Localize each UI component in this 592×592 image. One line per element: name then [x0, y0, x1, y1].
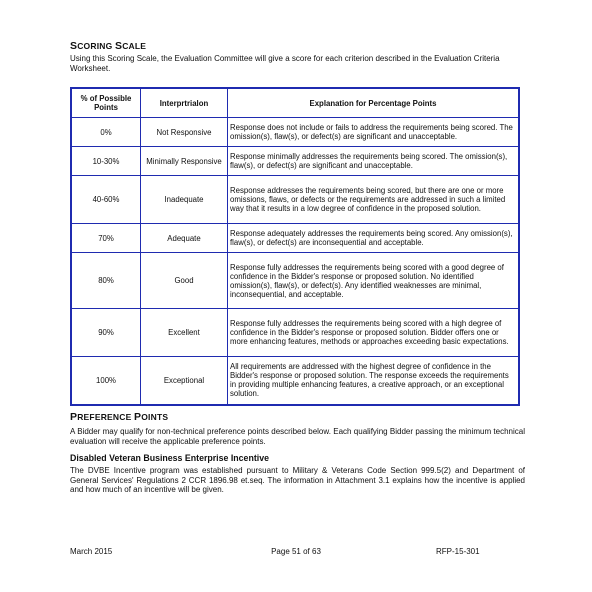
table-row	[71, 357, 519, 405]
row-interpretation: Minimally Responsive	[141, 147, 228, 176]
table-row	[71, 147, 519, 176]
scoring-scale-heading: SCORING SCALE	[70, 40, 147, 52]
table-row	[71, 224, 519, 253]
table-row	[71, 253, 519, 309]
row-percent: 10-30%	[71, 147, 141, 176]
row-interpretation: Excellent	[141, 309, 228, 357]
row-explanation: Response fully addresses the requirements being scored with a high degree of confidence in the Bidder's response or proposed solution. Bidder offers one or more enhancing features, methods or approaches exceeding basic expectations.	[228, 309, 520, 357]
row-percent: 40-60%	[71, 176, 141, 224]
scoring-scale-table	[70, 87, 520, 406]
footer-rfp-number: RFP-15-301	[436, 547, 480, 556]
header-explanation: Explanation for Percentage Points	[228, 88, 520, 118]
row-percent: 90%	[71, 309, 141, 357]
table-header-row	[71, 88, 519, 118]
dvbe-heading: Disabled Veteran Business Enterprise Incentive	[70, 453, 269, 463]
row-explanation: Response does not include or fails to address the requirements being scored. The omission(s), flaw(s), or defect(s) are significant and unacceptable.	[228, 118, 520, 147]
preference-points-text: A Bidder may qualify for non-technical preference points described below. Each qualifying Bidder passing the minimum technical evaluation will receive the applicable preference points.	[70, 427, 525, 446]
row-explanation: Response adequately addresses the requirements being scored. Any omission(s), flaw(s), or defect(s) are inconsequential and acceptable.	[228, 224, 520, 253]
row-explanation: Response fully addresses the requirements being scored with a good degree of confidence in the Bidder's response or proposed solution. No identified omission(s), flaw(s), or defect(s). Any identified weaknesses are minimal, inconsequential, and acceptable.	[228, 253, 520, 309]
header-interpretation: Interprtrialon	[141, 88, 228, 118]
table-row	[71, 309, 519, 357]
row-interpretation: Good	[141, 253, 228, 309]
table-row	[71, 176, 519, 224]
row-explanation: Response addresses the requirements being scored, but there are one or more omissions, flaws, or defects or the requirements are addressed in such a limited way that it results in a low degree of confidence in the proposed solution.	[228, 176, 520, 224]
scoring-intro-text: Using this Scoring Scale, the Evaluation Committee will give a score for each criterion described in the Evaluation Criteria Worksheet.	[70, 54, 500, 73]
row-interpretation: Exceptional	[141, 357, 228, 405]
row-explanation: All requirements are addressed with the highest degree of confidence in the Bidder's response or proposed solution. The response exceeds the requirements in providing multiple enhancing features, a creative approach, or an exceptional solution.	[228, 357, 520, 405]
table-row	[71, 118, 519, 147]
row-interpretation: Inadequate	[141, 176, 228, 224]
row-percent: 100%	[71, 357, 141, 405]
row-explanation: Response minimally addresses the requirements being scored. The omission(s), flaw(s), or defect(s) are significant and unacceptable.	[228, 147, 520, 176]
footer-date: March 2015	[70, 547, 113, 556]
footer-page-number: Page 51 of 63	[271, 547, 321, 556]
dvbe-text: The DVBE Incentive program was established pursuant to Military & Veterans Code Section 999.5(2) and Department of General Services' Regulations 2 CCR 1896.98 et.seq. The information in Attachment 3.1 explains how the incentive is applied and how much of an incentive will be given.	[70, 466, 525, 494]
row-interpretation: Adequate	[141, 224, 228, 253]
preference-points-heading: PREFERENCE POINTS	[70, 411, 169, 423]
row-percent: 80%	[71, 253, 141, 309]
row-percent: 70%	[71, 224, 141, 253]
row-interpretation: Not Responsive	[141, 118, 228, 147]
row-percent: 0%	[71, 118, 141, 147]
header-percent: % of Possible Points	[71, 88, 141, 118]
